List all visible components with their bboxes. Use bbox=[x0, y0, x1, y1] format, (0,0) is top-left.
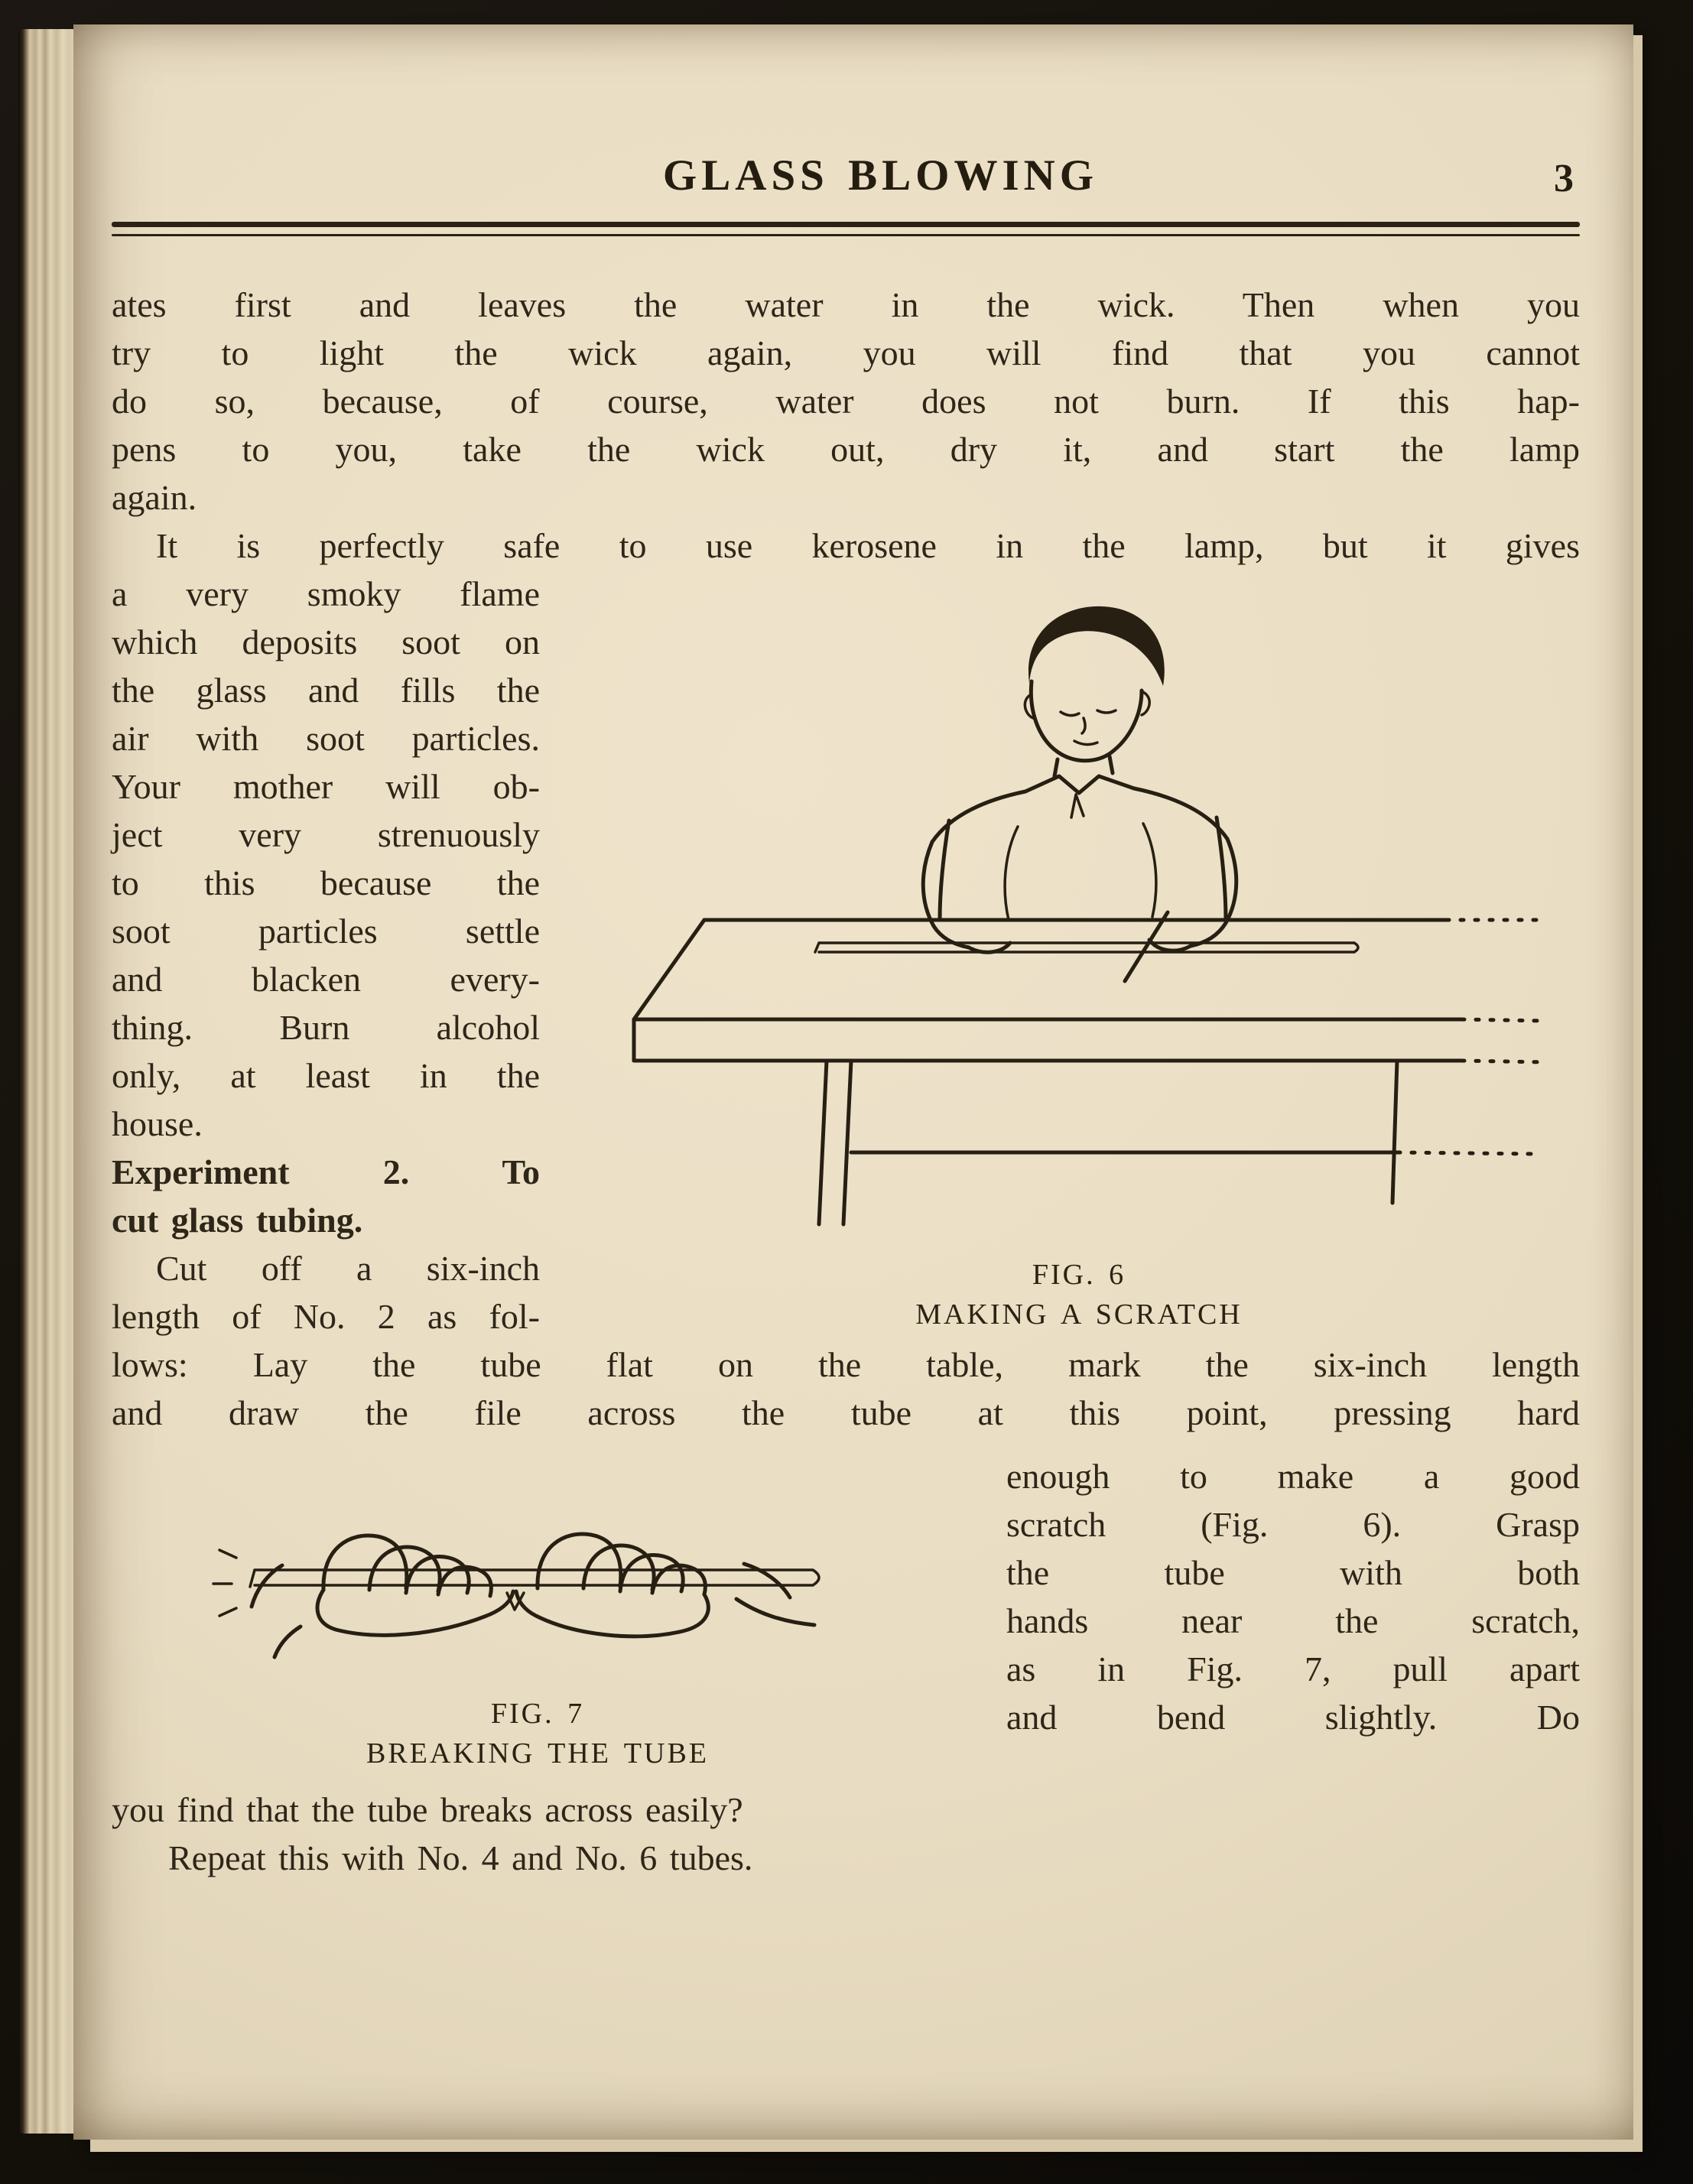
fig7-label: FIG. 7 bbox=[490, 1698, 585, 1730]
book-page bbox=[73, 24, 1633, 2140]
figure-7 bbox=[112, 1452, 963, 1773]
header-rule-thick bbox=[112, 222, 1580, 227]
paragraph-breaks-easily: you find that the tube breaks across easily? bbox=[112, 1790, 743, 1829]
fig7-caption-block bbox=[366, 1694, 709, 1773]
book-binding-edge bbox=[18, 29, 80, 2134]
section-fig7 bbox=[112, 1452, 1580, 1773]
header-rule-thin bbox=[112, 234, 1580, 236]
paragraph-repeat: Repeat this with No. 4 and No. 6 tubes. bbox=[168, 1838, 753, 1877]
fig7-illustration-hands-breaking-tube bbox=[209, 1484, 866, 1688]
paragraph-kerosene-intro: It is perfectly safe to use kerosene in the lamp, but it gives bbox=[156, 526, 1580, 565]
header-rule bbox=[112, 222, 1580, 236]
left-column bbox=[112, 570, 540, 1341]
page-number: 3 bbox=[1554, 157, 1574, 200]
paragraph-grasp-tube: enough to make a good scratch (Fig. 6). Grasp the tube with both hands near the scratch, as in Fig. 7, pull apart and bend slightly. Do bbox=[1006, 1457, 1580, 1737]
paragraph-wick: ates first and leaves the water in the wick. Then when you try to light the wick again, you will find that you cannot do so, because, of course, water does not burn. If this hap- pens to you, take the wick out, dry it, and start the lamp again. bbox=[112, 285, 1580, 517]
right-column bbox=[1006, 1452, 1580, 1773]
experiment-2-heading: Experiment 2. To cut glass tubing. bbox=[112, 1152, 540, 1240]
paragraph-cut-start: Cut off a six-inch length of No. 2 as fol- bbox=[112, 1249, 540, 1336]
page-header bbox=[112, 151, 1580, 210]
figure-6 bbox=[578, 570, 1580, 1341]
section-fig6 bbox=[112, 570, 1580, 1341]
paragraph-kerosene-body: a very smoky flame which deposits soot on the glass and fills the air with soot particles. Your mother will ob- ject very strenuously to this because the soot particles settle and blacken every- thing. Burn alcohol only, at least in the house. bbox=[112, 574, 540, 1143]
fig7-caption: BREAKING THE TUBE bbox=[366, 1737, 710, 1770]
fig6-caption: MAKING A SCRATCH bbox=[915, 1298, 1243, 1331]
fig6-label: FIG. 6 bbox=[1032, 1259, 1126, 1291]
page-content bbox=[112, 24, 1580, 1882]
page-title: GLASS BLOWING bbox=[662, 151, 1099, 200]
fig6-caption-block bbox=[915, 1255, 1243, 1334]
fig6-illustration-boy-scratching-tube bbox=[590, 583, 1568, 1249]
paragraph-cut-middle: lows: Lay the tube flat on the table, mark the six-inch length and draw the file across the tube at this point, pressing hard bbox=[112, 1345, 1580, 1432]
